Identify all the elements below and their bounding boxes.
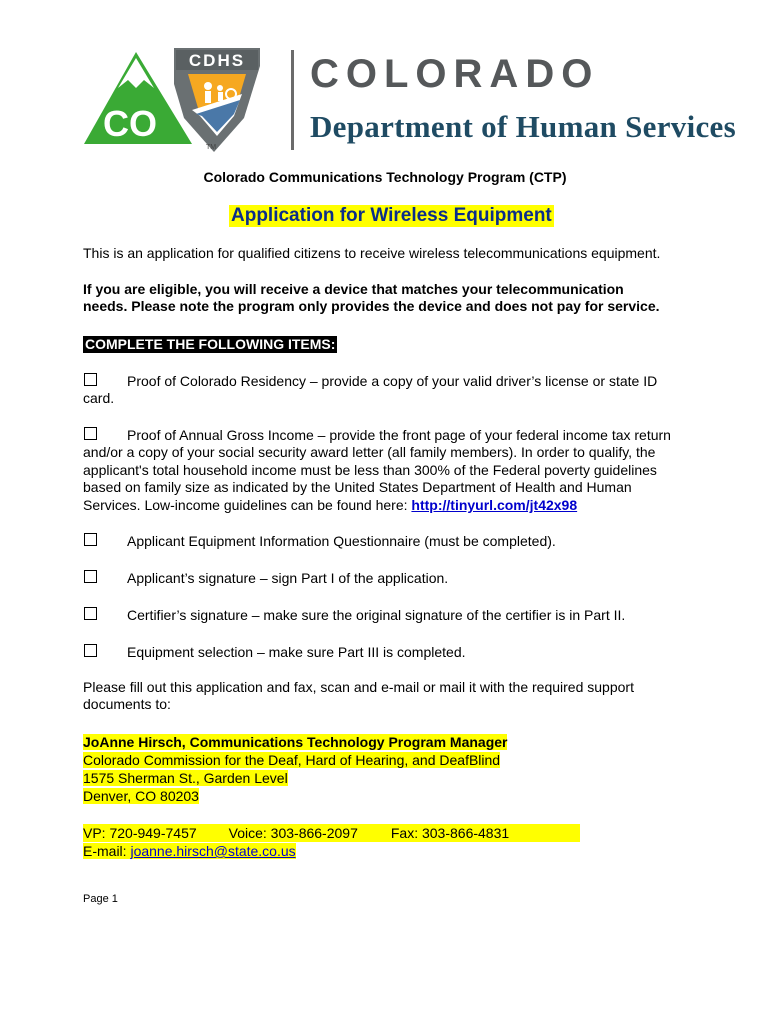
cdhs-logo-text: CDHS	[188, 51, 246, 70]
org-name: COLORADO	[310, 52, 600, 96]
checkbox[interactable]	[84, 373, 97, 386]
checkbox[interactable]	[84, 644, 97, 657]
contact-block	[83, 733, 507, 805]
page-number: Page 1	[83, 893, 118, 905]
co-logo-text: CO	[103, 103, 157, 144]
checklist-item-equipment-selection: Equipment selection – make sure Part III is completed.	[83, 644, 723, 661]
checkbox[interactable]	[84, 570, 97, 583]
contact-commission: Colorado Commission for the Deaf, Hard of Hearing, and DeafBlind	[83, 752, 501, 768]
section-header: COMPLETE THE FOLLOWING ITEMS:	[85, 336, 336, 352]
checklist-item-applicant-signature: Applicant’s signature – sign Part I of the application.	[83, 570, 723, 587]
contact-voice: Voice: 303-866-2097	[228, 825, 358, 841]
checkbox[interactable]	[84, 607, 97, 620]
checklist-item-questionnaire: Applicant Equipment Information Questionnaire (must be completed).	[83, 533, 723, 550]
checkbox[interactable]	[84, 427, 97, 440]
contact-email-link[interactable]: joanne.hirsch@state.co.us	[130, 843, 296, 859]
document-title: Application for Wireless Equipment	[231, 205, 552, 226]
checklist-item-residency: Proof of Colorado Residency – provide a copy of your valid driver’s license or state ID card.	[83, 373, 658, 407]
contact-street: 1575 Sherman St., Garden Level	[83, 770, 288, 786]
contact-fax: Fax: 303-866-4831	[390, 825, 510, 841]
eligibility-note: If you are eligible, you will receive a device that matches your telecommunication needs. Please note the program only provides the device and does not pay for service.	[83, 281, 660, 315]
contact-city: Denver, CO 80203	[83, 788, 199, 804]
intro-text: This is an application for qualified citizens to receive wireless telecommunications equipment.	[83, 245, 661, 261]
income-guidelines-link[interactable]: http://tinyurl.com/jt42x98	[411, 496, 578, 513]
email-label: E-mail:	[83, 843, 131, 859]
checklist-item-income: Proof of Annual Gross Income – provide the front page of your federal income tax return and/or a copy of your social security award letter (all family members). In order to qualify, the applicant's total household income must be less than 300% of the Federal poverty guidelines based on family size as indicated by the United States Department of Health and Human Services. Low-income guidelines can be found here: http://tinyurl.com/jt42x98	[83, 427, 671, 513]
program-title: Colorado Communications Technology Program (CTP)	[203, 169, 567, 185]
divider	[291, 50, 294, 150]
department-name: Department of Human Services	[310, 109, 736, 144]
checklist-item-certifier-signature: Certifier’s signature – make sure the original signature of the certifier is in Part II.	[83, 607, 723, 624]
instructions: Please fill out this application and fax, scan and e-mail or mail it with the required support documents to:	[83, 679, 634, 713]
contact-phones	[83, 824, 580, 860]
checkbox[interactable]	[84, 533, 97, 546]
contact-vp: VP: 720-949-7457	[83, 825, 197, 841]
cdhs-logo	[84, 44, 264, 156]
contact-name: JoAnne Hirsch, Communications Technology Program Manager	[83, 734, 508, 750]
trademark: TM	[206, 144, 217, 151]
